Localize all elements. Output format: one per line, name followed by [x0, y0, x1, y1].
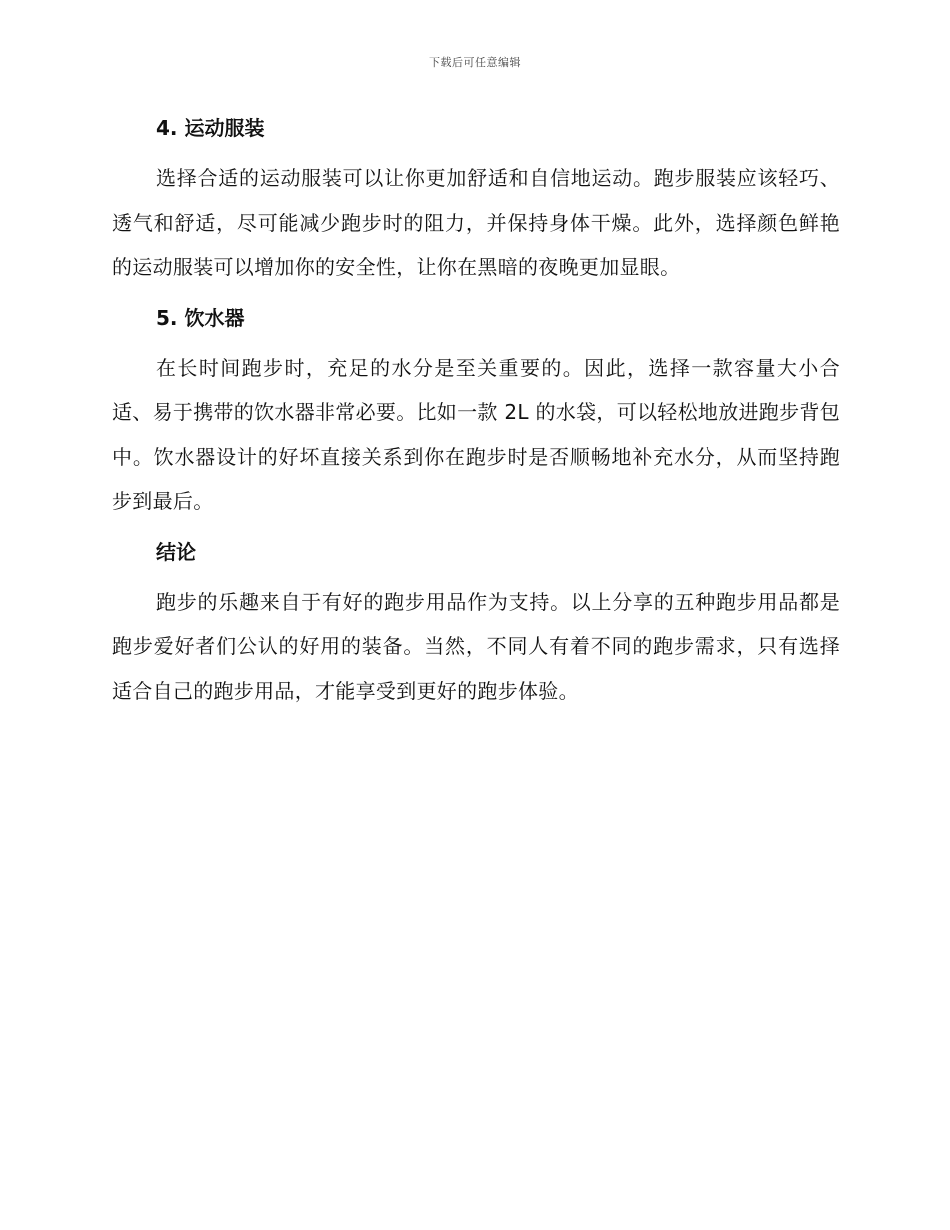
- section-heading-sportswear: 4. 运动服装: [156, 116, 265, 140]
- section-paragraph-water-bottle: 在长时间跑步时，充足的水分是至关重要的。因此，选择一款容量大小合适、易于携带的饮水器非常必要。比如一款 2L 的水袋，可以轻松地放进跑步背包中。饮水器设计的好坏直接关系到你在跑步时是否顺畅地补充水分，从而坚持跑步到最后。: [112, 355, 840, 513]
- section-heading-water-bottle: 5. 饮水器: [156, 305, 245, 330]
- section-heading-conclusion: 结论: [156, 539, 196, 564]
- page-header: 下载后可任意编辑: [429, 56, 521, 69]
- section-paragraph-conclusion: 跑步的乐趣来自于有好的跑步用品作为支持。以上分享的五种跑步用品都是跑步爱好者们公认的好用的装备。当然，不同人有着不同的跑步需求，只有选择适合自己的跑步用品，才能享受到更好的跑步体验。: [112, 589, 840, 703]
- section-paragraph-sportswear: 选择合适的运动服装可以让你更加舒适和自信地运动。跑步服装应该轻巧、透气和舒适，尽可能减少跑步时的阻力，并保持身体干燥。此外，选择颜色鲜艳的运动服装可以增加你的安全性，让你在黑暗的夜晚更加显眼。: [112, 166, 840, 279]
- document-body: [112, 112, 840, 713]
